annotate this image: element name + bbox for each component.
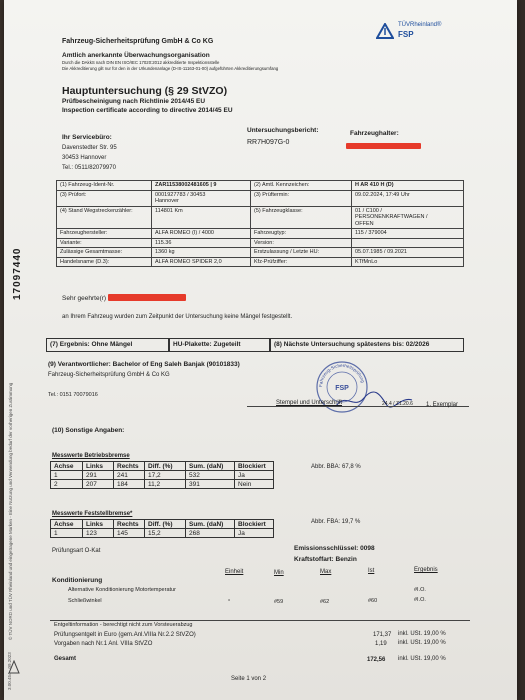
vehicle-table (56, 180, 464, 267)
termin-label: (3) Prüftermin: (251, 190, 352, 206)
result-box (46, 338, 169, 352)
dwell-angle-max: #62 (320, 599, 330, 605)
table-cell: 391 (186, 480, 235, 489)
accreditation-line: Die Akkreditierung gilt nur für den in der Urkundenanlage (D-IS-11163-01-00) aufgeführten Akkreditierungsumfang (62, 66, 279, 71)
trade-name-value: ALFA ROMEO SPIDER 2,0 (152, 257, 251, 267)
accreditation-title: Amtlich anerkannte Überwachungsorganisation (62, 52, 210, 59)
col-einheit: Einheit (225, 569, 244, 575)
responsible-company: Fahrzeug-Sicherheitsprüfung GmbH & Co KG (48, 372, 170, 378)
version-value (352, 238, 464, 248)
table-row (51, 480, 274, 489)
table-header-cell: Blockiert (235, 462, 274, 471)
version-label: Version: (251, 238, 352, 248)
logo-brand: TÜVRheinland® (398, 22, 442, 28)
result-sentence: an Ihrem Fahrzeug wurden zum Zeitpunkt der Untersuchung keine Mängel festgestellt. (62, 314, 293, 320)
report-number: RR7H097G-0 (247, 139, 290, 146)
ident-value: ZAR11538002481605 | 9 (152, 181, 251, 191)
kfz-value: KTfMnLo (352, 257, 464, 267)
fees-line: Vorgaben nach Nr.1 Anl. VIIIa StVZO (54, 641, 153, 647)
service-brake-table (50, 461, 274, 489)
fees-line: Prüfungsentgelt in Euro (gem.Anl.VIIIa Nr.2.2 StVZO) (54, 632, 196, 638)
table-header-cell: Links (83, 520, 114, 529)
table-cell: 291 (83, 471, 114, 480)
service-brake-title: Messwerte Betriebsbremse (52, 453, 130, 459)
termin-value: 09.02.2024, 17:49 Uhr (352, 190, 464, 206)
title-sub-en: Inspection certificate according to directive 2014/45 EU (62, 107, 233, 114)
trade-name-label: Handelsname (D.3): (57, 257, 152, 267)
table-header-cell: Blockiert (235, 520, 274, 529)
maker-value: ALFA ROMEO (I) / 4000 (152, 229, 251, 239)
stamp-label: Stempel und Unterschrift (276, 400, 343, 406)
redaction-bar (108, 294, 186, 301)
service-city: 30453 Hannover (62, 155, 107, 161)
salutation: Sehr geehrte(r) (62, 295, 107, 302)
total-amount: 172,56 (367, 657, 386, 663)
fuel-type: Kraftstoffart: Benzin (294, 556, 357, 563)
plakette-box (169, 338, 270, 352)
table-cell: 1 (51, 529, 83, 538)
conditioning-row-label: Alternative Konditionierung Motortemperatur (68, 587, 176, 593)
table-cell: 532 (186, 471, 235, 480)
table-header-cell: Sum. (daN) (186, 462, 235, 471)
emission-key: Emissionsschlüssel: 0098 (294, 545, 375, 552)
class-label: (5) Fahrzeugklasse: (251, 206, 352, 229)
parking-brake-title: Messwerte Feststellbremse* (52, 511, 133, 517)
fees-info: Entgeltinformation - berechtigt nicht zum Vorsteuerabzug (54, 622, 193, 628)
km-label: (4) Stand Wegstreckenzähler: (57, 206, 152, 229)
table-cell: 1 (51, 471, 83, 480)
maker-label: Fahrzeughersteller: (57, 229, 152, 239)
stamp-ring-text: Fahrzeug-Sicherheitsprüfung (317, 362, 366, 388)
table-header-cell: Rechts (114, 462, 145, 471)
col-ergebnis: Ergebnis (414, 567, 438, 573)
plate-value: H AR 410 H (D) (352, 181, 464, 191)
fee-amount: 1,19 (375, 641, 387, 647)
total-label: Gesamt (54, 656, 77, 662)
variant-value: 115.36 (152, 238, 251, 248)
table-header-cell: Diff. (%) (145, 520, 186, 529)
table-cell: Nein (235, 480, 274, 489)
test-type: Prüfungsart O-Kat (52, 548, 101, 554)
triangle-logo-icon (376, 23, 394, 39)
service-heading: Ihr Servicebüro: (62, 134, 112, 141)
table-cell: Ja (235, 471, 274, 480)
table-cell: 17,2 (145, 471, 186, 480)
responsible-phone: Tel.: 0151 70079016 (48, 392, 98, 398)
other-info-heading: (10) Sonstige Angaben: (52, 427, 125, 434)
table-cell: 184 (114, 480, 145, 489)
variant-label: Variante: (57, 238, 152, 248)
dwell-angle-min: #59 (274, 599, 284, 605)
fees-divider (50, 620, 470, 621)
report-label: Untersuchungsbericht: (247, 127, 319, 134)
table-header-row (51, 520, 274, 529)
holder-label: Fahrzeughalter: (350, 130, 399, 137)
fee-tax: inkl. USt. 19,00 % (398, 640, 446, 646)
table-row (51, 471, 274, 480)
company-name: Fahrzeug-Sicherheitsprüfung GmbH & Co KG (62, 38, 214, 45)
stamp-code: 24.4 / Z1.20.6 (382, 401, 413, 407)
result-next-inspection: (8) Nächste Untersuchung spätestens bis: 02/2026 (274, 341, 430, 348)
mass-value: 1360 kg (152, 248, 251, 258)
col-max: Max (320, 569, 332, 575)
parking-brake-table (50, 519, 274, 538)
title-sub-de: Prüfbescheinigung nach Richtlinie 2014/45 EU (62, 98, 206, 105)
table-header-cell: Diff. (%) (145, 462, 186, 471)
next-inspection-box (270, 338, 464, 352)
fee-tax: inkl. USt. 19,00 % (398, 631, 446, 637)
svg-text:Fahrzeug-Sicherheitsprüfung (318, 363, 366, 387)
table-cell: 11,2 (145, 480, 186, 489)
service-brake-abbr: Abbr. BBA: 67,8 % (311, 464, 361, 470)
registration-value: 05.07.1985 / 09.2021 (352, 248, 464, 258)
conditioning-heading: Konditionierung (52, 577, 103, 584)
table-header-row (51, 462, 274, 471)
table-header-cell: Achse (51, 462, 83, 471)
parking-brake-abbr: Abbr. FBA: 19,7 % (311, 519, 361, 525)
service-street: Davenstedter Str. 95 (62, 145, 117, 151)
table-cell: 15,2 (145, 529, 186, 538)
dwell-angle-label: Schließwinkel (68, 598, 102, 604)
table-cell: 241 (114, 471, 145, 480)
pruefort-label: (3) Prüfort: (57, 190, 152, 206)
registration-label: Erstzulassung / Letzte HU: (251, 248, 352, 258)
total-tax: inkl. USt. 19,00 % (398, 656, 446, 662)
col-min: Min (274, 570, 284, 576)
table-header-cell: Achse (51, 520, 83, 529)
logo-sub: FSP (398, 30, 414, 39)
stamp-center: FSP (335, 385, 349, 392)
dwell-angle-unit: ° (228, 599, 231, 605)
table-row (51, 529, 274, 538)
corner-logo-icon (8, 660, 20, 674)
mass-label: Zulässige Gesamtmasse: (57, 248, 152, 258)
margin-form-code: 3.00.454 · 09.2023 (7, 652, 12, 690)
kfz-label: Kfz-Prüfziffer: (251, 257, 352, 267)
accreditation-line: Durch die DAkkS nach DIN EN ISO/IEC 17020:2012 akkreditierte Inspektionsstelle (62, 60, 220, 65)
km-value: 114801 Km (152, 206, 251, 229)
margin-legal-text: © TÜV NORD und TÜV Rheinland und eingetragene Marken - Eine Nutzung und Verwendung bedarf der vorherigen Zustimmung (8, 382, 13, 640)
table-cell: 207 (83, 480, 114, 489)
responsible-line: (9) Verantwortlicher: Bachelor of Eng Saleh Banjak (90101833) (48, 361, 240, 368)
fee-amount: 171,37 (373, 632, 392, 638)
table-cell: 145 (114, 529, 145, 538)
result-ergebnis: (7) Ergebnis: Ohne Mängel (50, 341, 133, 348)
table-header-cell: Rechts (114, 520, 145, 529)
result-plakette: HU-Plakette: Zugeteilt (173, 341, 241, 348)
exemplar-label: 1. Exemplar (426, 402, 459, 408)
table-cell: 268 (186, 529, 235, 538)
table-header-cell: Sum. (daN) (186, 520, 235, 529)
col-ist: Ist (368, 568, 375, 574)
conditioning-row-result: #I.O. (414, 587, 426, 593)
type-label: Fahrzeugtyp: (251, 229, 352, 239)
redaction-bar (346, 143, 421, 149)
table-cell: 123 (83, 529, 114, 538)
plate-label: (2) Amtl. Kennzeichen: (251, 181, 352, 191)
dwell-angle-result: #I.O. (414, 597, 426, 603)
document-page (4, 0, 517, 700)
ident-label: (1) Fahrzeug-Ident-Nr. (57, 181, 152, 191)
type-value: 115 / 379004 (352, 229, 464, 239)
table-header-cell: Links (83, 462, 114, 471)
dwell-angle-ist: #60 (368, 598, 378, 604)
pruefort-value: 0001927783 / 30453 Hannover (152, 190, 251, 206)
table-cell: Ja (235, 529, 274, 538)
tuv-logo (376, 20, 466, 46)
page-title: Hauptuntersuchung (§ 29 StVZO) (62, 85, 228, 97)
document-number: 17097440 (12, 247, 23, 300)
service-phone: Tel.: 0511/82079970 (62, 165, 116, 171)
class-value: 01 / C100 / PERSONENKRAFTWAGEN / OFFEN (352, 206, 464, 229)
signature (334, 388, 414, 412)
table-cell: 2 (51, 480, 83, 489)
page-number: Seite 1 von 2 (231, 676, 267, 682)
